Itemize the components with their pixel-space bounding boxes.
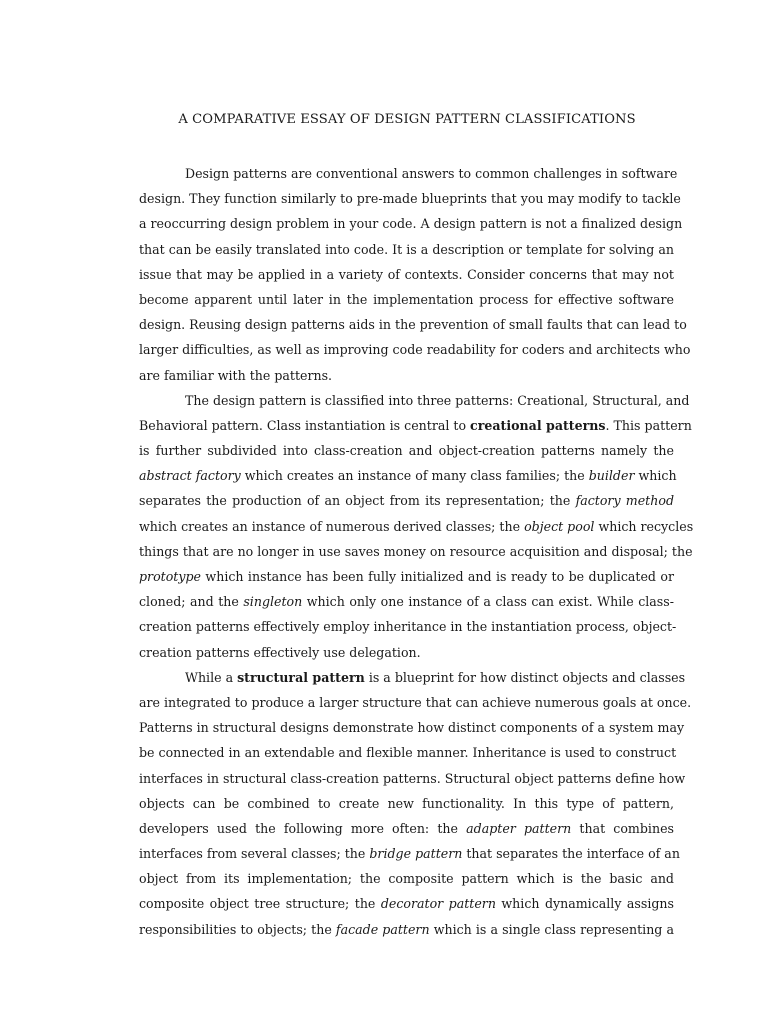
text-run: cloned; and the — [139, 594, 244, 610]
text-run: creation patterns effectively use delegation. — [139, 644, 421, 660]
text-line — [139, 740, 677, 765]
text-run: be connected in an extendable and flexible manner. Inheritance is used to construct — [139, 745, 677, 761]
text-line — [139, 614, 677, 639]
italic-term: decorator pattern — [380, 896, 496, 912]
text-run: which creates an instance of many class families; the — [240, 468, 589, 484]
text-run: design. Reusing design patterns aids in the prevention of small faults that can lead to — [139, 317, 687, 333]
text-line — [139, 413, 692, 438]
text-run: creation patterns effectively employ inheritance in the instantiation process, object- — [139, 619, 677, 635]
text-run: developers used the following more often: the — [139, 820, 467, 836]
text-run: which only one instance of a class can exist. While class- — [302, 594, 674, 610]
text-run: a reoccurring design problem in your code. A design pattern is not a finalized design — [139, 216, 683, 232]
text-line — [139, 715, 685, 740]
text-run: which creates an instance of numerous derived classes; the — [139, 518, 525, 534]
text-line — [139, 237, 674, 262]
text-line — [139, 841, 680, 866]
paragraph — [139, 388, 694, 665]
text-run: composite object tree structure; the — [139, 896, 381, 912]
text-run: Behavioral pattern. Class instantiation is central to — [139, 417, 471, 433]
text-line — [139, 463, 677, 488]
text-line — [139, 766, 686, 791]
text-run: responsibilities to objects; the — [139, 921, 336, 937]
text-line — [139, 312, 687, 337]
italic-term: adapter pattern — [466, 820, 572, 836]
text-run: interfaces in structural class-creation patterns. Structural object patterns define how — [139, 770, 686, 786]
text-run: things that are no longer in use saves money on resource acquisition and disposal; the — [139, 543, 693, 559]
text-line — [139, 337, 691, 362]
text-line — [139, 488, 674, 513]
italic-term: factory method — [575, 493, 675, 509]
text-line — [139, 363, 674, 388]
text-run: Design patterns are conventional answers to common challenges in software — [185, 166, 678, 181]
paragraph — [139, 665, 692, 942]
text-run: object from its implementation; the composite pattern which is the basic and — [139, 871, 674, 887]
text-line — [139, 262, 674, 287]
text-run: that can be easily translated into code. It is a description or template for solving an — [139, 241, 674, 257]
text-run: objects can be combined to create new functionality. In this type of pattern, — [139, 795, 674, 811]
text-run: separates the production of an object from its representation; the — [139, 493, 576, 509]
text-run: is a blueprint for how distinct objects and classes — [364, 669, 686, 685]
italic-term: singleton — [243, 594, 303, 610]
italic-term: bridge pattern — [369, 846, 463, 862]
text-line — [139, 539, 693, 564]
text-run: larger difficulties, as well as improving code readability for coders and architects who — [139, 342, 691, 358]
text-line — [139, 589, 674, 614]
text-run: which dynamically assigns — [495, 896, 674, 912]
text-line — [139, 161, 678, 186]
italic-term: builder — [588, 468, 635, 484]
text-line — [139, 690, 692, 715]
text-line — [139, 891, 674, 916]
text-line — [139, 514, 694, 539]
text-run: that separates the interface of an — [462, 846, 680, 862]
essay-title: A COMPARATIVE ESSAY OF DESIGN PATTERN CLASSIFICATIONS — [178, 112, 636, 127]
text-line — [139, 211, 683, 236]
text-run: While a — [185, 669, 238, 685]
text-line — [139, 866, 674, 891]
text-run: which is a single class representing a — [429, 921, 674, 937]
text-line — [139, 665, 686, 690]
text-line — [139, 438, 674, 463]
italic-term: prototype — [139, 569, 201, 584]
text-run: which recycles — [594, 518, 694, 534]
text-line — [139, 564, 674, 589]
text-run: which — [634, 468, 677, 484]
text-line — [139, 816, 674, 841]
text-run: are familiar with the patterns. — [139, 367, 333, 383]
text-run: are integrated to produce a larger structure that can achieve numerous goals at once. — [139, 694, 692, 710]
text-run: Patterns in structural designs demonstrate how distinct components of a system may — [139, 720, 685, 736]
text-run: The design pattern is classified into three patterns: Creational, Structural, and — [185, 392, 690, 408]
italic-term: facade pattern — [335, 921, 430, 937]
bold-term: creational patterns — [470, 417, 606, 433]
essay-body — [139, 161, 694, 942]
text-line — [139, 186, 681, 211]
italic-term: object pool — [524, 518, 595, 534]
text-run: interfaces from several classes; the — [139, 846, 370, 862]
text-run: become apparent until later in the implementation process for effective software — [139, 291, 674, 307]
paragraph — [139, 161, 691, 388]
text-line — [139, 388, 690, 413]
text-run: issue that may be applied in a variety of contexts. Consider concerns that may not — [139, 266, 674, 282]
text-run: . This pattern — [605, 417, 692, 433]
text-run: which instance has been fully initialized and is ready to be duplicated or — [201, 569, 674, 584]
italic-term: abstract factory — [139, 468, 241, 484]
text-run: design. They function similarly to pre-made blueprints that you may modify to tackle — [139, 191, 681, 207]
text-run: that combines — [571, 820, 674, 836]
text-run: is further subdivided into class-creation and object-creation patterns namely the — [139, 443, 674, 459]
text-line — [139, 791, 674, 816]
text-line — [139, 287, 674, 312]
bold-term: structural pattern — [237, 669, 365, 685]
text-line — [139, 917, 674, 942]
text-line — [139, 640, 674, 665]
